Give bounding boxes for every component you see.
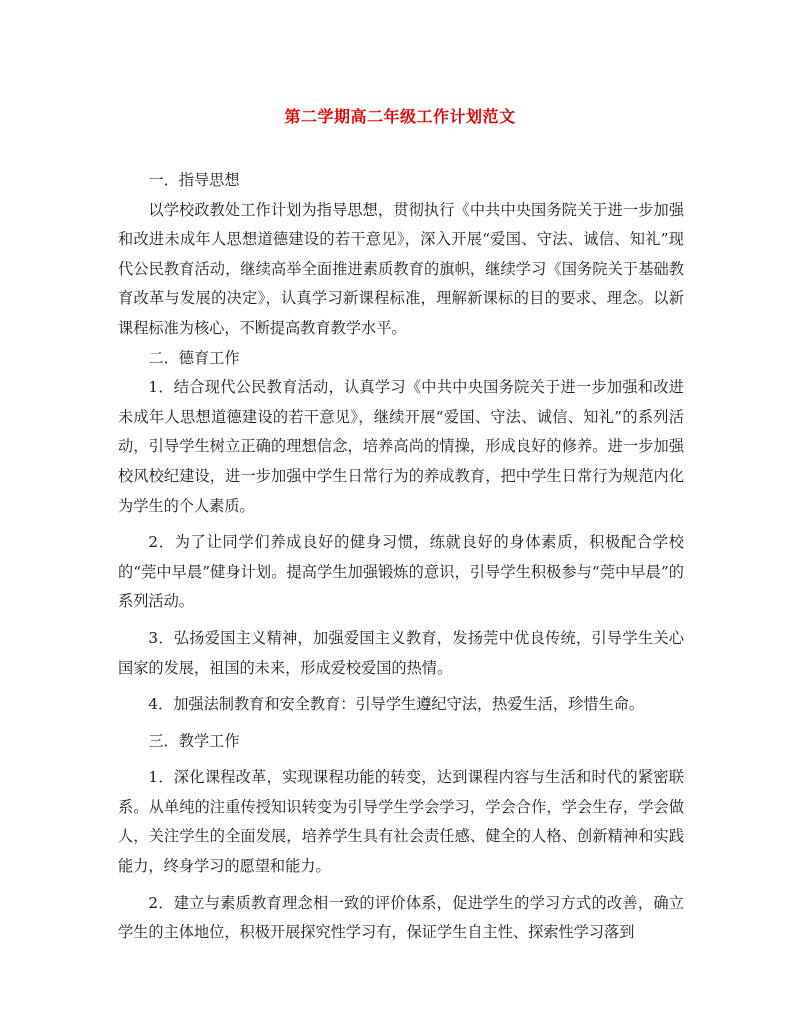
document-title: 第二学期高二年级工作计划范文 — [284, 107, 516, 126]
paragraph-teaching-1: 1．深化课程改革，实现课程功能的转变，达到课程内容与生活和时代的紧密联系。从单纯的注重传授知识转变为引导学生学会学习，学会合作，学会生存，学会做人，关注学生的全面发展，培养学生具有社会责任感、健全的人格、创新精神和实践能力，终身学习的愿望和能力。 — [118, 768, 684, 876]
section-heading-teaching-work: 三．教学工作 — [148, 731, 240, 750]
section-heading-guiding-thought: 一．指导思想 — [148, 171, 240, 189]
paragraph-moral-4: 4．加强法制教育和安全教育：引导学生遵纪守法，热爱生活，珍惜生命。 — [148, 695, 645, 714]
paragraph-moral-2: 2．为了让同学们养成良好的健身习惯，练就良好的身体素质，积极配合学校的“莞中早晨”健身计划。提高学生加强锻炼的意识，引导学生积极参与“莞中早晨”的系列活动。 — [118, 533, 684, 611]
paragraph-moral-1: 1．结合现代公民教育活动，认真学习《中共中央国务院关于进一步加强和改进未成年人思想道德建设的若干意见》，继续开展“爱国、守法、诚信、知礼”的系列活动，引导学生树立正确的理想信念，培养高尚的情操，形成良好的修养。进一步加强校风校纪建设，进一步加强中学生日常行为的养成教育，把中学生日常行为规范内化为学生的个人素质。 — [118, 378, 684, 515]
paragraph-teaching-2: 2．建立与素质教育理念相一致的评价体系，促进学生的学习方式的改善，确立学生的主体地位，积极开展探究性学习有，保证学生自主性、探索性学习落到 — [118, 893, 684, 942]
document-body — [118, 166, 684, 948]
paragraph-guiding-thought: 以学校政教处工作计划为指导思想，贯彻执行《中共中央国务院关于进一步加强和改进未成年人思想道德建设的若干意见》，深入开展“爱国、守法、诚信、知礼”现代公民教育活动，继续高举全面推进素质教育的旗帜，继续学习《国务院关于基础教育改革与发展的决定》，认真学习新课程标准，理解新课标的目的要求、理念。以新课程标准为核心，不断提高教育教学水平。 — [118, 200, 684, 337]
section-heading-moral-education: 二．德育工作 — [148, 348, 240, 367]
paragraph-moral-3: 3．弘扬爱国主义精神，加强爱国主义教育，发扬莞中优良传统，引导学生关心国家的发展，祖国的未来，形成爱校爱国的热情。 — [118, 628, 684, 677]
